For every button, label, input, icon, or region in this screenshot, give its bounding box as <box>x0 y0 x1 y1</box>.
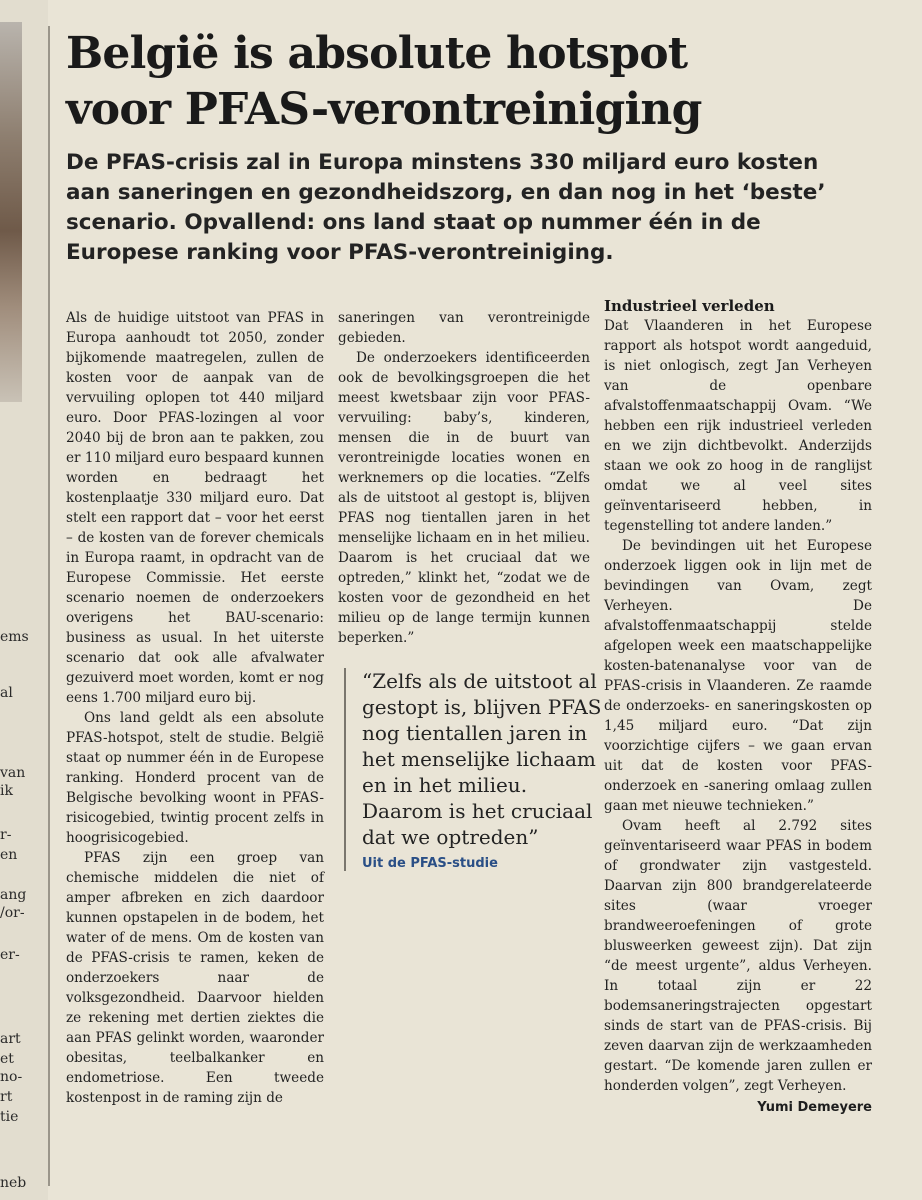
article-headline: België is absolute hotspot voor PFAS-verontreiniging <box>66 28 702 135</box>
adjacent-text-line: ang <box>0 887 27 903</box>
body-paragraph: PFAS zijn een groep van chemische middelen die niet of amper afbreken en zich daardoor kunnen opstapelen in de bodem, het water of de mens. Om de kosten van de PFAS-crisis te ramen, keken de onderzoekers naar de volksgezondheid. Daarvoor hielden ze rekening met dertien ziektes die aan PFAS gelinkt worden, waaronder obesitas, teelbalkanker en endometriose. Een tweede kostenpost in de raming zijn de <box>66 850 324 1106</box>
adjacent-text-line: er- <box>0 947 20 963</box>
author-byline: Yumi Demeyere <box>757 1100 872 1115</box>
pull-quote <box>344 668 612 871</box>
body-paragraph: Ovam heeft al 2.792 sites geïnventariseerd waar PFAS in bodem of grondwater zijn vastgesteld. Daarvan zijn 800 brandgerelateerde sites (waar vroeger brandweeroefeningen of grote blusweerken geweest zijn). Dat zijn “de meest urgente”, aldus Verheyen. In totaal zijn er 22 bodemsaneringstrajecten opgestart sinds de start van de PFAS-crisis. Bij zeven daarvan zijn de werkzaamheden gestart. “De komende jaren zullen er honderden volgen”, zegt Verheyen. <box>604 818 872 1094</box>
article-intro: De PFAS-crisis zal in Europa minstens 330 miljard euro kosten aan saneringen en gezondheidszorg, en dan nog in het ‘beste’ scenario. Opvallend: ons land staat op nummer één in de Europese ranking voor PFAS-verontreiniging. <box>66 150 826 265</box>
adjacent-text-line: et <box>0 1051 14 1067</box>
column-divider <box>48 26 50 1186</box>
adjacent-text-line: art <box>0 1031 21 1047</box>
adjacent-text-line: r- <box>0 827 12 843</box>
adjacent-photo <box>0 22 22 402</box>
body-paragraph: Dat Vlaanderen in het Europese rapport als hotspot wordt aangeduid, is niet onlogisch, zegt Jan Verheyen van de openbare afvalstoffenmaatschappij Ovam. “We hebben een rijk industrieel verleden en we zijn dichtbevolkt. Anderzijds staan we ook zo hoog in de ranglijst omdat we al veel sites geïnventariseerd hebben, in tegenstelling tot andere landen.” <box>604 318 872 534</box>
adjacent-text-line: en <box>0 847 18 863</box>
article-column-3 <box>604 296 872 1118</box>
pull-quote-source: Uit de PFAS-studie <box>362 856 498 871</box>
adjacent-text-line: rt <box>0 1089 13 1105</box>
adjacent-text-line: neb <box>0 1175 27 1191</box>
adjacent-article-fragment <box>0 0 48 1200</box>
pull-quote-text: “Zelfs als de uitstoot al gestopt is, blijven PFAS nog tientallen jaren in het menselijke lichaam en in het milieu. Daarom is het cruciaal dat we optreden” <box>362 669 602 849</box>
adjacent-text-line: /or- <box>0 905 25 921</box>
adjacent-text-line: van <box>0 765 26 781</box>
body-paragraph: Als de huidige uitstoot van PFAS in Europa aanhoudt tot 2050, zonder bijkomende maatregelen, zullen de kosten voor de aanpak van de vervuiling oplopen tot 440 miljard euro. Door PFAS-lozingen al voor 2040 bij de bron aan te pakken, zou er 110 miljard euro bespaard kunnen worden en bedraagt het kostenplaatje 330 miljard euro. Dat stelt een rapport dat – voor het eerst – de kosten van de forever chemicals in Europa raamt, in opdracht van de Europese Commissie. Het eerste scenario noemen de onderzoekers overigens het BAU-scenario: business as usual. In het uiterste scenario dat ook alle afvalwater gezuiverd moet worden, komt er nog eens 1.700 miljard euro bij. <box>66 310 324 706</box>
adjacent-text-line: no- <box>0 1069 23 1085</box>
adjacent-text-line: al <box>0 685 13 701</box>
adjacent-text-line: tie <box>0 1109 19 1125</box>
adjacent-text-line: ems <box>0 629 29 645</box>
article-column-2 <box>338 308 590 648</box>
body-paragraph: Ons land geldt als een absolute PFAS-hotspot, stelt de studie. België staat op nummer één in de Europese ranking. Honderd procent van de Belgische bevolking woont in PFAS-risicogebied, twintig procent zelfs in hoogrisicogebied. <box>66 710 324 846</box>
body-paragraph: saneringen van verontreinigde gebieden. <box>338 310 590 346</box>
article-column-1 <box>66 308 324 1108</box>
section-subhead: Industrieel verleden <box>604 297 775 315</box>
body-paragraph: De bevindingen uit het Europese onderzoek liggen ook in lijn met de bevindingen van Ovam, zegt Verheyen. De afvalstoffenmaatschappij stelde afgelopen week een maatschappelijke kosten-batenanalyse voor van de PFAS-crisis in Vlaanderen. Ze raamde de onderzoeks- en saneringskosten op 1,45 miljard euro. “Dat zijn voorzichtige cijfers – we gaan ervan uit dat de kosten voor PFAS-onderzoek en -sanering omlaag zullen gaan met nieuwe technieken.” <box>604 538 872 814</box>
adjacent-text-line: ik <box>0 783 13 799</box>
body-paragraph: De onderzoekers identificeerden ook de bevolkingsgroepen die het meest kwetsbaar zijn voor PFAS-vervuiling: baby’s, kinderen, mensen die in de buurt van verontreinigde locaties wonen en werknemers op die locaties. “Zelfs als de uitstoot al gestopt is, blijven PFAS nog tientallen jaren in het menselijke lichaam en in het milieu. Daarom is het cruciaal dat we optreden,” klinkt het, “zodat we de kosten voor de gezondheid en het milieu op de lange termijn kunnen beperken.” <box>338 350 590 646</box>
